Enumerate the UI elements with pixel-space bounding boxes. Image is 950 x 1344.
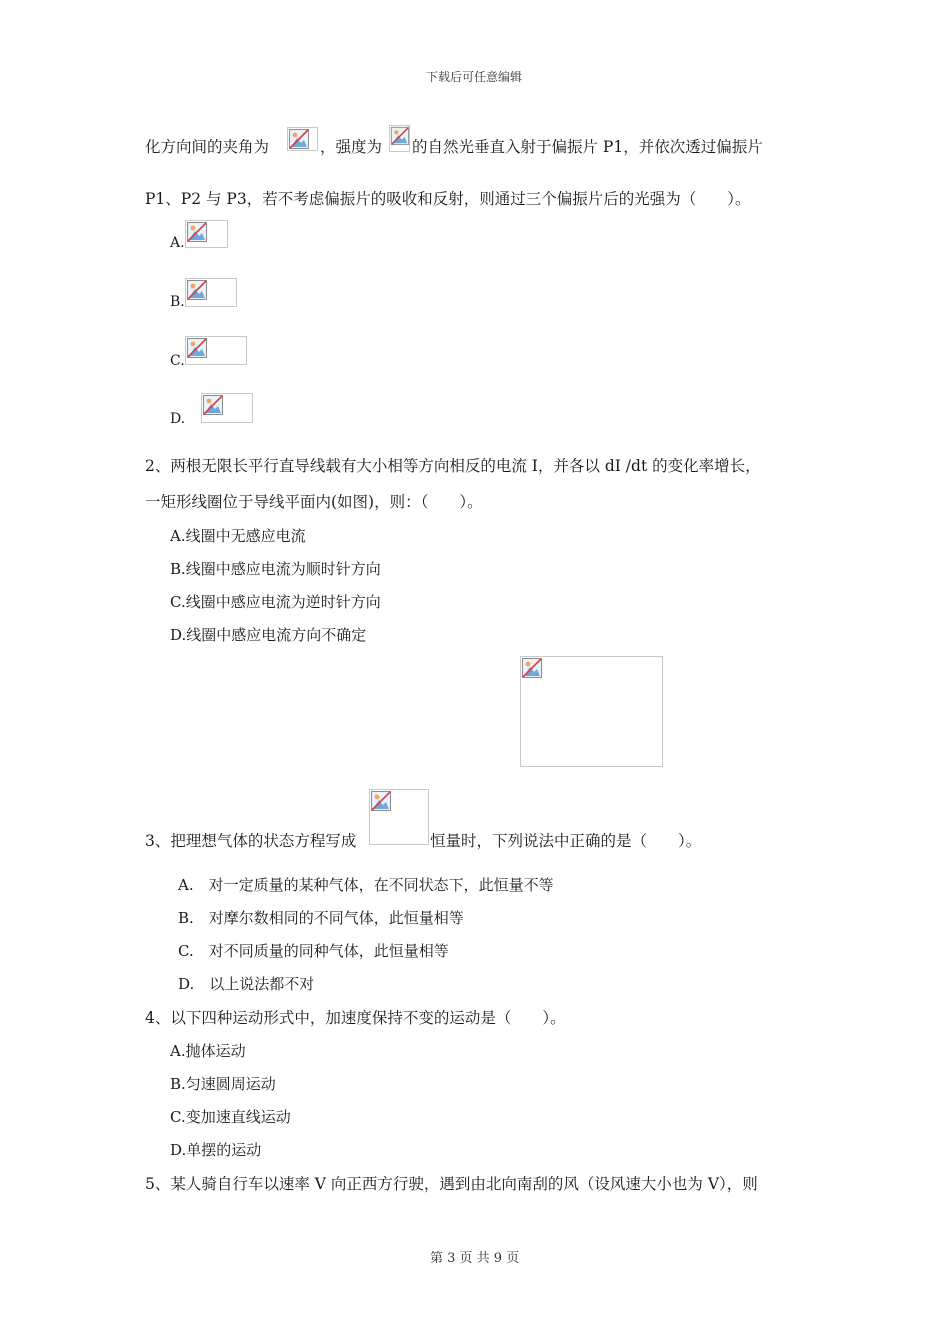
formula-intensity-image (389, 125, 410, 152)
broken-image-icon (390, 126, 410, 146)
q3-option-b: B. 对摩尔数相同的不同气体，此恒量相等 (178, 909, 464, 927)
q1-option-b-label: B. (170, 294, 185, 310)
q2-option-a: A.线圈中无感应电流 (170, 527, 306, 545)
q4-option-c: C.变加速直线运动 (170, 1108, 291, 1126)
q3-option-d: D. 以上说法都不对 (178, 975, 315, 993)
page-header: 下载后可任意编辑 (426, 70, 523, 84)
q1-line2: P1、P2 与 P3，若不考虑偏振片的吸收和反射，则通过三个偏振片后的光强为（ ）。 (145, 190, 751, 208)
broken-image-icon (186, 337, 208, 359)
q1-option-a-label: A. (170, 235, 185, 251)
q2-line2: 一矩形线圈位于导线平面内(如图)，则：（ ）。 (145, 493, 483, 511)
formula-angle-image (287, 127, 318, 151)
q4-option-b: B.匀速圆周运动 (170, 1075, 276, 1093)
q1-option-b-image (185, 278, 237, 307)
q1-line1-part-b: ，强度为 (320, 138, 383, 156)
broken-image-icon (521, 657, 543, 679)
q4-line: 4、以下四种运动形式中，加速度保持不变的运动是（ ）。 (145, 1009, 566, 1027)
q1-option-c-image (185, 336, 247, 365)
q1-option-d-image (201, 393, 253, 423)
q1-option-a-image (185, 220, 228, 248)
q2-option-d: D.线圈中感应电流方向不确定 (170, 626, 367, 644)
q1-line1-part-a: 化方向间的夹角为 (145, 138, 270, 156)
page-footer: 第 3 页 共 9 页 (430, 1251, 520, 1266)
broken-image-icon (370, 790, 392, 812)
broken-image-icon (288, 128, 310, 150)
q2-option-b: B.线圈中感应电流为顺时针方向 (170, 560, 381, 578)
q4-option-a: A.抛体运动 (170, 1042, 246, 1060)
q3-line-part-a: 3、把理想气体的状态方程写成 (145, 832, 357, 850)
q3-line-part-b: 恒量时，下列说法中正确的是（ ）。 (430, 832, 702, 850)
broken-image-icon (202, 394, 224, 416)
q2-figure-image (520, 656, 663, 767)
q4-option-d: D.单摆的运动 (170, 1141, 262, 1159)
q3-option-a: A. 对一定质量的某种气体，在不同状态下，此恒量不等 (178, 876, 554, 894)
q5-line: 5、某人骑自行车以速率 V 向正西方行驶，遇到由北向南刮的风（设风速大小也为 V），则 (145, 1175, 758, 1193)
q3-equation-image (369, 789, 429, 845)
q2-line1: 2、两根无限长平行直导线载有大小相等方向相反的电流 I，并各以 dI /dt 的变化率增长， (145, 457, 761, 475)
q1-option-d-label: D. (170, 411, 186, 427)
q2-option-c: C.线圈中感应电流为逆时针方向 (170, 593, 381, 611)
q1-line1-part-c: 的自然光垂直入射于偏振片 P1，并依次透过偏振片 (412, 138, 763, 156)
broken-image-icon (186, 279, 208, 301)
q1-option-c-label: C. (170, 353, 185, 369)
q3-option-c: C. 对不同质量的同种气体，此恒量相等 (178, 942, 449, 960)
broken-image-icon (186, 221, 208, 243)
